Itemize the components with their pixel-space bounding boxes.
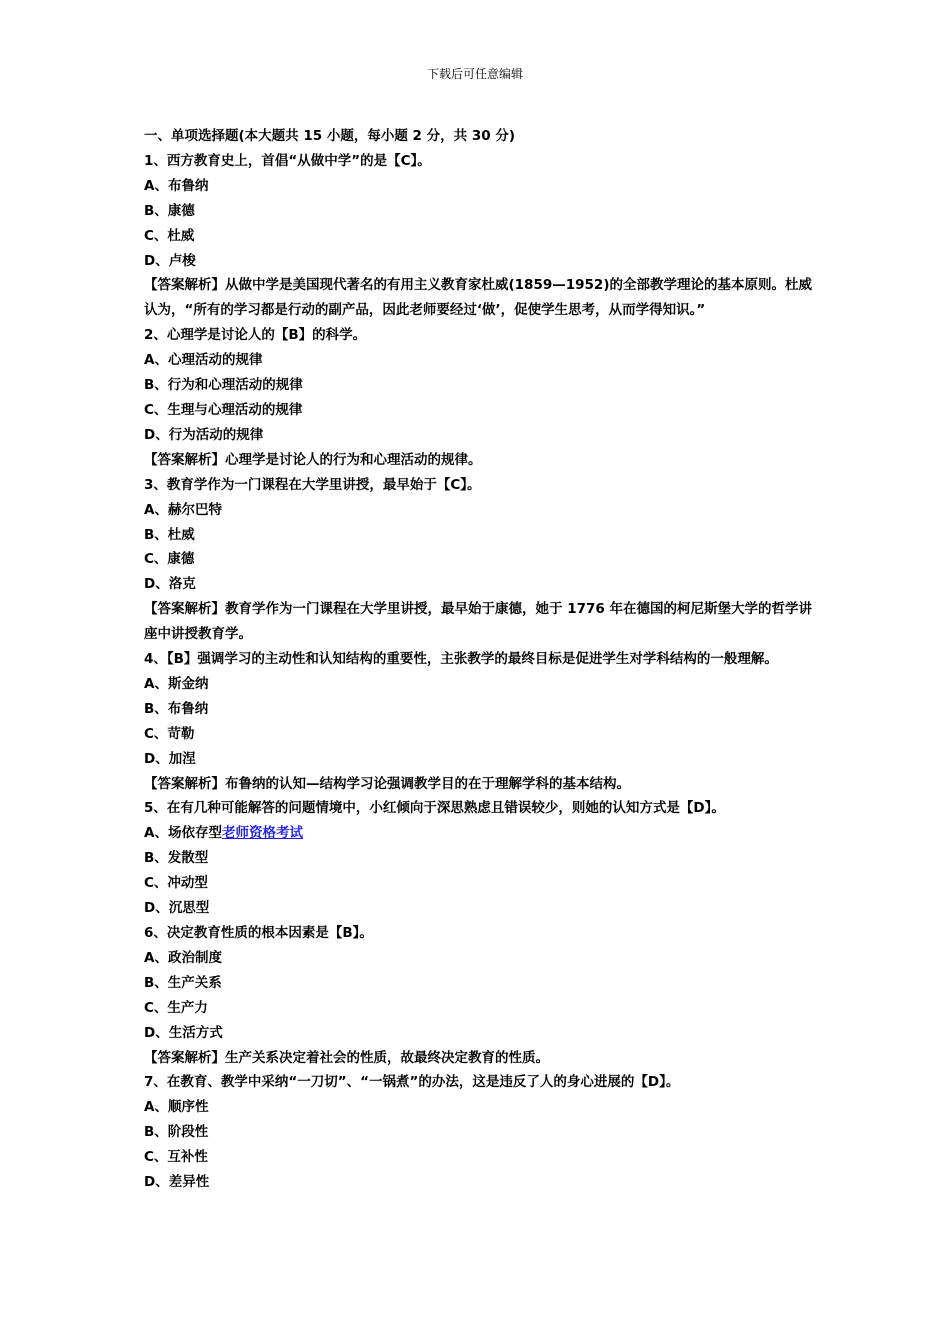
option: A、心理活动的规律 — [144, 352, 263, 369]
question-stem: 6、决定教育性质的根本因素是【B】。 — [144, 925, 373, 941]
option: A、布鲁纳 — [144, 177, 209, 194]
question-stem: 1、西方教育史上，首倡“从做中学”的是【C】。 — [144, 152, 431, 169]
exam-link[interactable]: 老师资格考试 — [221, 825, 303, 842]
question-stem: 5、在有几种可能解答的问题情境中，小红倾向于深思熟虑且错误较少，则她的认知方式是【D】。 — [144, 800, 725, 817]
option: B、阶段性 — [144, 1124, 209, 1141]
option: C、苛勒 — [144, 725, 195, 742]
option: D、差异性 — [144, 1174, 210, 1191]
option: D、卢梭 — [144, 252, 196, 269]
option: C、互补性 — [144, 1149, 208, 1166]
document-body — [144, 124, 814, 1195]
option: D、生活方式 — [144, 1024, 223, 1041]
option: D、加涅 — [144, 750, 196, 767]
option: C、杜威 — [144, 227, 195, 244]
option: C、冲动型 — [144, 875, 208, 892]
option: D、沉思型 — [144, 900, 210, 917]
option: A、顺序性 — [144, 1099, 209, 1116]
option: B、杜威 — [144, 526, 195, 543]
answer-analysis: 【答案解析】从做中学是美国现代著名的有用主义教育家杜威(1859—1952)的全部教学理论的基本原则。杜威认为，“所有的学习都是行动的副产品，因此老师要经过‘做’，促使学生思考，从而学得知识。” — [144, 277, 812, 319]
option: D、行为活动的规律 — [144, 426, 264, 443]
question-stem: 2、心理学是讨论人的【B】的科学。 — [144, 327, 367, 344]
option: B、行为和心理活动的规律 — [144, 377, 303, 394]
question-stem: 3、教育学作为一门课程在大学里讲授，最早始于【C】。 — [144, 476, 481, 493]
answer-analysis: 【答案解析】布鲁纳的认知—结构学习论强调教学目的在于理解学科的基本结构。 — [144, 775, 630, 792]
page-header: 下载后可任意编辑 — [426, 67, 523, 81]
option: B、生产关系 — [144, 974, 222, 991]
answer-analysis: 【答案解析】生产关系决定着社会的性质，故最终决定教育的性质。 — [144, 1049, 549, 1066]
question-stem: 7、在教育、教学中采纳“一刀切”、“一锅煮”的办法，这是违反了人的身心进展的【D】。 — [144, 1074, 680, 1091]
option: C、生理与心理活动的规律 — [144, 401, 303, 418]
option — [144, 821, 814, 846]
option: B、发散型 — [144, 850, 209, 867]
answer-analysis: 【答案解析】教育学作为一门课程在大学里讲授，最早始于康德，她于 1776 年在德国的柯尼斯堡大学的哲学讲座中讲授教育学。 — [144, 601, 812, 643]
section-title: 一、单项选择题(本大题共 15 小题，每小题 2 分，共 30 分) — [144, 128, 516, 144]
option: C、康德 — [144, 551, 195, 568]
option: C、生产力 — [144, 999, 208, 1016]
option: A、政治制度 — [144, 949, 222, 966]
option: B、康德 — [144, 202, 195, 219]
option: B、布鲁纳 — [144, 700, 209, 717]
question-stem: 4、【B】强调学习的主动性和认知结构的重要性，主张教学的最终目标是促进学生对学科结构的一般理解。 — [144, 651, 778, 668]
option-text: A、场依存型 — [144, 825, 222, 842]
answer-analysis: 【答案解析】心理学是讨论人的行为和心理活动的规律。 — [144, 451, 482, 468]
option: D、洛克 — [144, 576, 196, 593]
option: A、斯金纳 — [144, 675, 209, 692]
option: A、赫尔巴特 — [144, 501, 222, 518]
